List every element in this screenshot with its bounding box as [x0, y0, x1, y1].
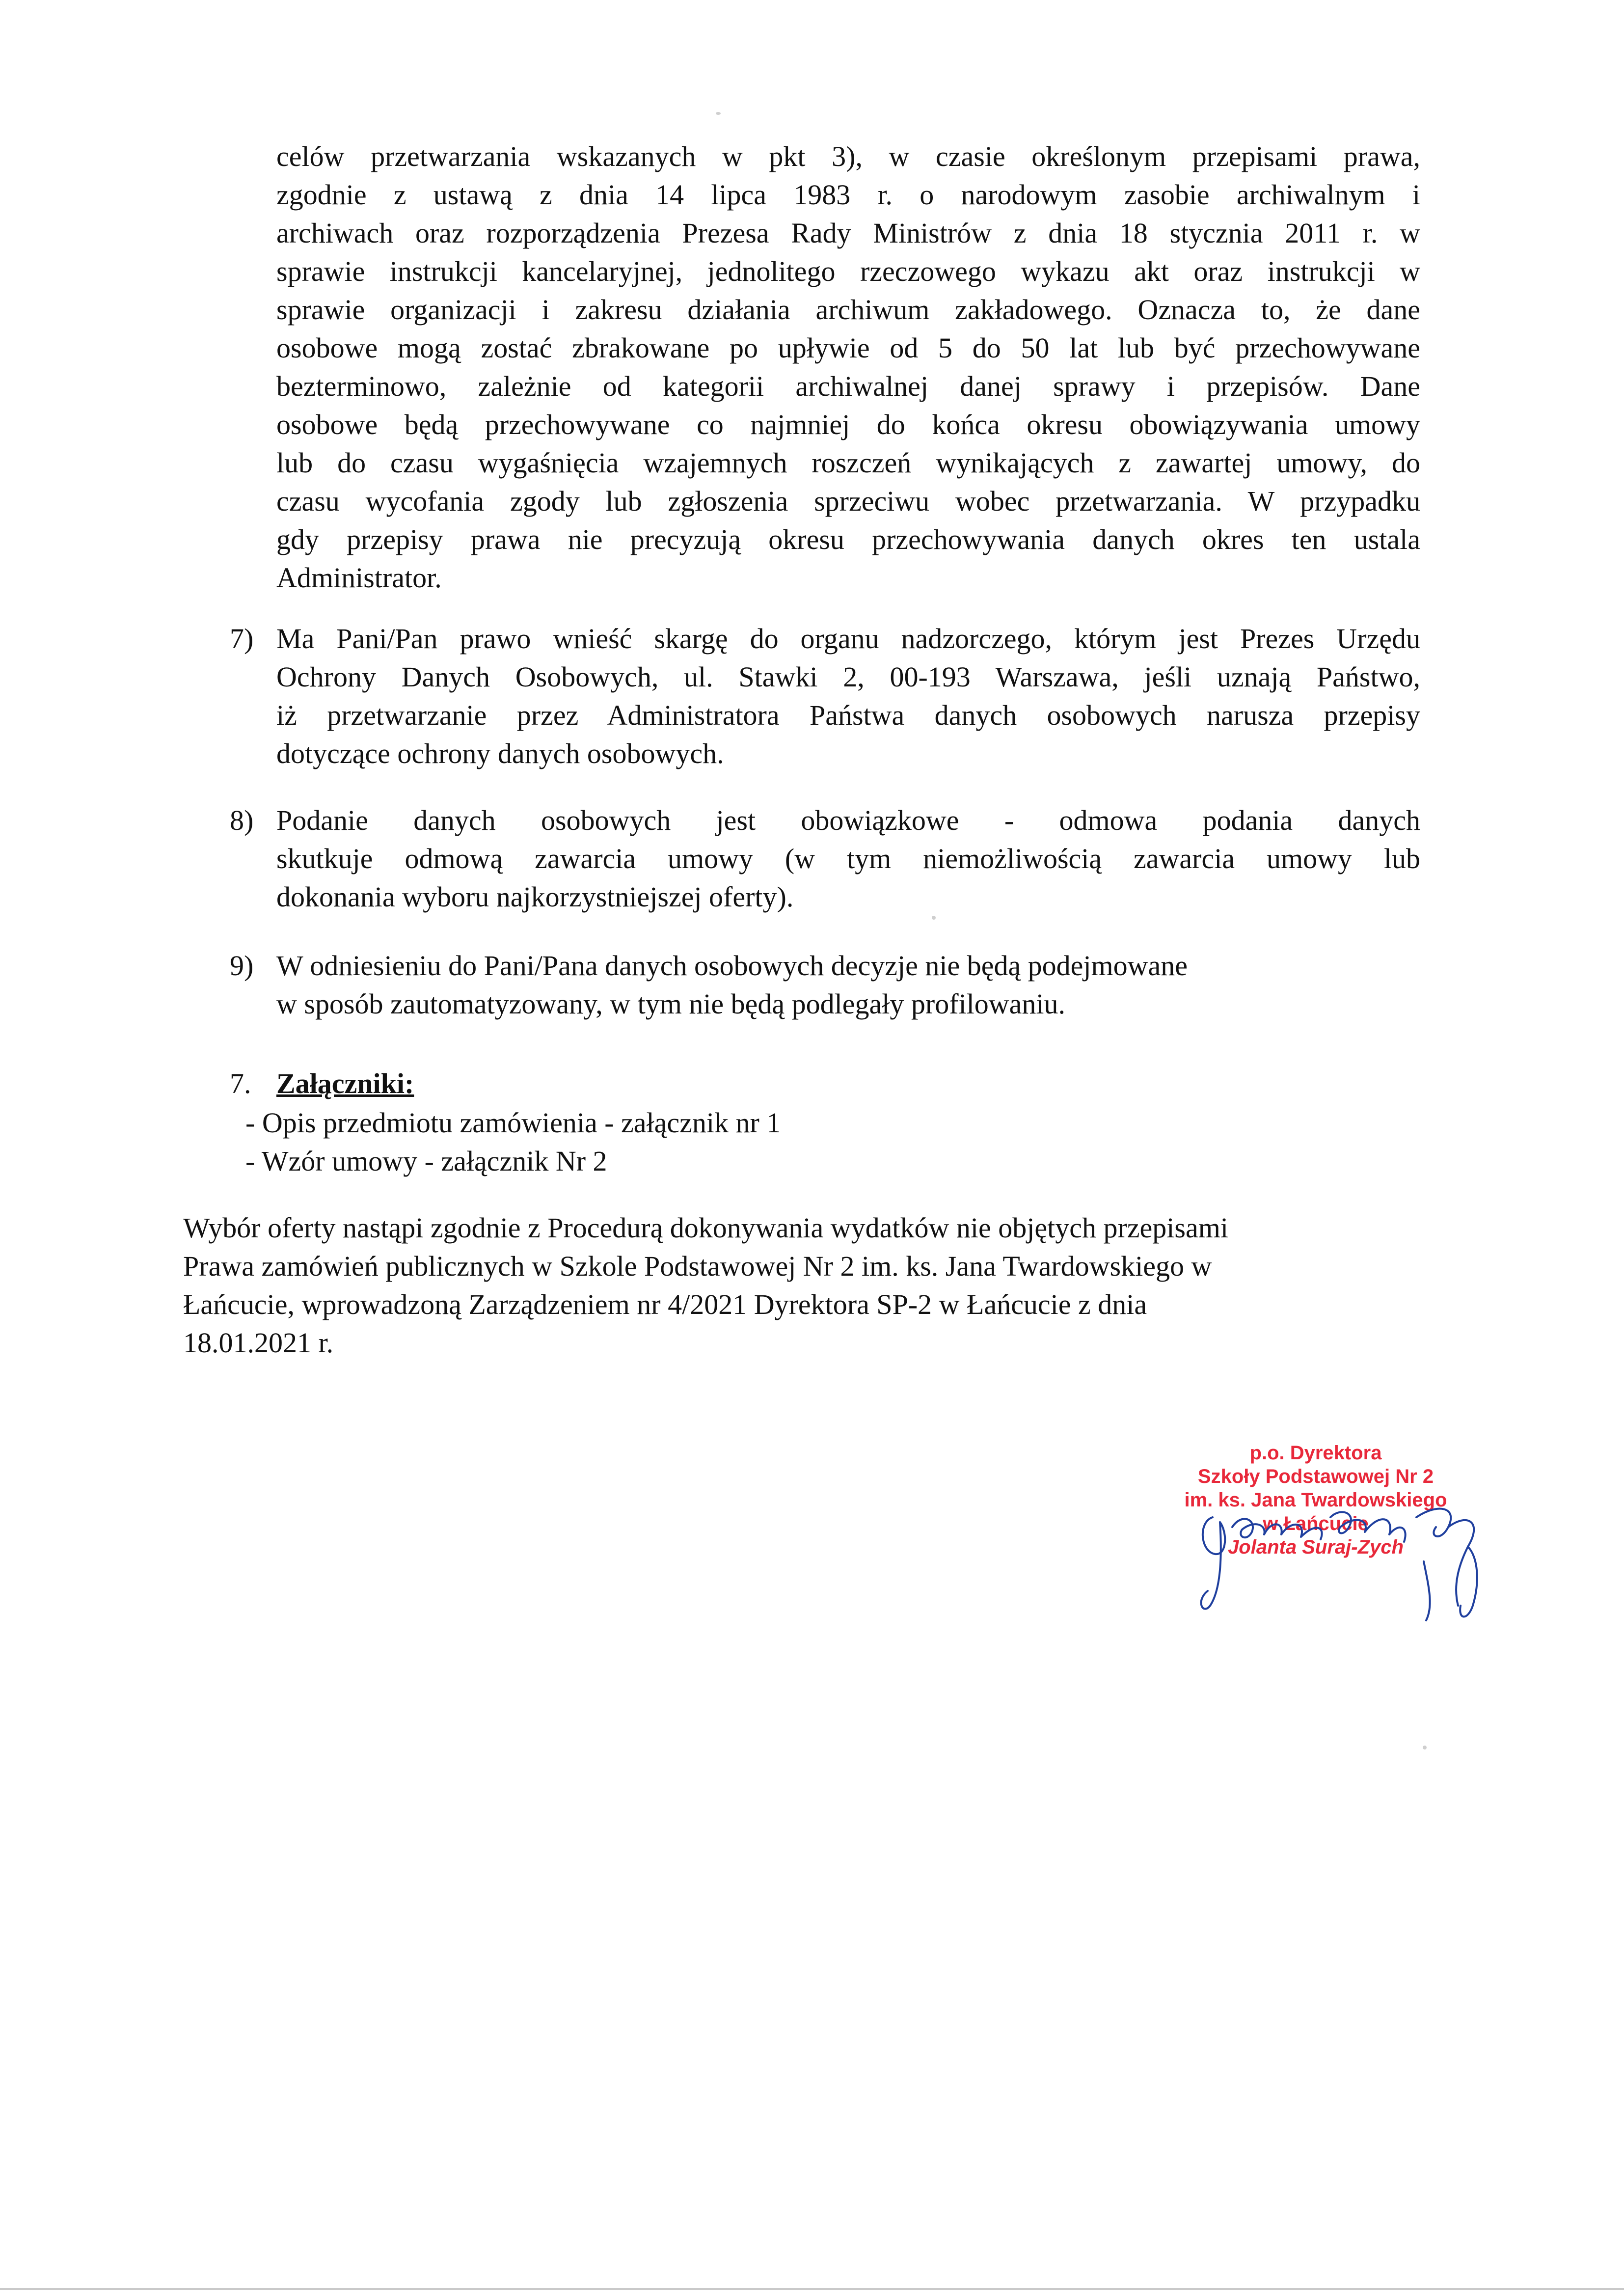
- attachment-item: - Opis przedmiotu zamówienia - załącznik nr 1: [245, 1107, 781, 1139]
- attachments-list: [245, 1104, 781, 1180]
- text-line: lub do czasu wygaśnięcia wzajemnych roszczeń wynikających z zawartej umowy, do: [276, 447, 1420, 479]
- attachment-item: - Wzór umowy - załącznik Nr 2: [245, 1145, 607, 1177]
- stamp-line: im. ks. Jana Twardowskiego: [1184, 1489, 1447, 1511]
- text-line: 18.01.2021 r.: [183, 1327, 334, 1359]
- stamp-line: p.o. Dyrektora: [1249, 1442, 1382, 1464]
- stamp-name: Jolanta Suraj-Zych: [1228, 1536, 1404, 1558]
- text-line: archiwach oraz rozporządzenia Prezesa Rady Ministrów z dnia 18 stycznia 2011 r. w: [276, 217, 1420, 249]
- stamp-line: Szkoły Podstawowej Nr 2: [1197, 1466, 1434, 1487]
- retention-paragraph: [276, 137, 1420, 597]
- text-line: sprawie organizacji i zakresu działania archiwum zakładowego. Oznacza to, że dane: [276, 294, 1420, 326]
- section-title: Załączniki:: [276, 1067, 414, 1099]
- text-line: czasu wycofania zgody lub zgłoszenia sprzeciwu wobec przetwarzania. W przypadku: [276, 485, 1420, 517]
- scan-speck: [716, 112, 721, 115]
- section-number: 7.: [230, 1067, 251, 1099]
- text-line: dotyczące ochrony danych osobowych.: [276, 738, 724, 769]
- text-line: bezterminowo, zależnie od kategorii archiwalnej danej sprawy i przepisów. Dane: [276, 370, 1420, 402]
- text-line: Ma Pani/Pan prawo wnieść skargę do organu nadzorczego, którym jest Prezes Urzędu: [276, 623, 1420, 655]
- text-line: gdy przepisy prawa nie precyzują okresu przechowywania danych okres ten ustala: [276, 523, 1420, 555]
- handwritten-signature: [1193, 1473, 1488, 1630]
- text-line: skutkuje odmową zawarcia umowy (w tym niemożliwością zawarcia umowy lub: [276, 843, 1420, 875]
- list-item-body: [276, 620, 1420, 773]
- text-line: w sposób zautomatyzowany, w tym nie będą podlegały profilowaniu.: [276, 988, 1065, 1020]
- text-line: sprawie instrukcji kancelaryjnej, jednolitego rzeczowego wykazu akt oraz instrukcji w: [276, 255, 1420, 287]
- text-line: Łańcucie, wprowadzoną Zarządzeniem nr 4/2021 Dyrektora SP-2 w Łańcucie z dnia: [183, 1288, 1147, 1320]
- text-line: Prawa zamówień publicznych w Szkole Podstawowej Nr 2 im. ks. Jana Twardowskiego w: [183, 1250, 1212, 1282]
- scan-speck: [932, 916, 936, 920]
- list-item-body: [276, 947, 1332, 1023]
- text-line: iż przetwarzanie przez Administratora Państwa danych osobowych narusza przepisy: [276, 699, 1420, 731]
- page-edge: [0, 2288, 1624, 2290]
- scan-speck: [1423, 1746, 1427, 1749]
- text-line: Wybór oferty nastąpi zgodnie z Procedurą dokonywania wydatków nie objętych przepisami: [183, 1212, 1228, 1244]
- list-item-number: 8): [230, 804, 254, 836]
- procedure-paragraph: [183, 1209, 1420, 1362]
- list-item-body: [276, 801, 1420, 916]
- list-item-number: 7): [230, 623, 254, 655]
- text-line: W odniesieniu do Pani/Pana danych osobowych decyzje nie będą podejmowane: [276, 950, 1188, 982]
- text-line: Administrator.: [276, 562, 442, 594]
- text-line: osobowe mogą zostać zbrakowane po upływie od 5 do 50 lat lub być przechowywane: [276, 332, 1420, 364]
- list-item-number: 9): [230, 950, 254, 982]
- text-line: zgodnie z ustawą z dnia 14 lipca 1983 r. o narodowym zasobie archiwalnym i: [276, 179, 1420, 211]
- text-line: Podanie danych osobowych jest obowiązkowe - odmowa podania danych: [276, 804, 1420, 836]
- text-line: osobowe będą przechowywane co najmniej do końca okresu obowiązywania umowy: [276, 409, 1420, 440]
- text-line: dokonania wyboru najkorzystniejszej oferty).: [276, 881, 794, 913]
- text-line: Ochrony Danych Osobowych, ul. Stawki 2, 00-193 Warszawa, jeśli uznają Państwo,: [276, 661, 1420, 693]
- text-line: celów przetwarzania wskazanych w pkt 3), w czasie określonym przepisami prawa,: [276, 140, 1420, 172]
- stamp-line: w Łańcucie: [1263, 1513, 1369, 1534]
